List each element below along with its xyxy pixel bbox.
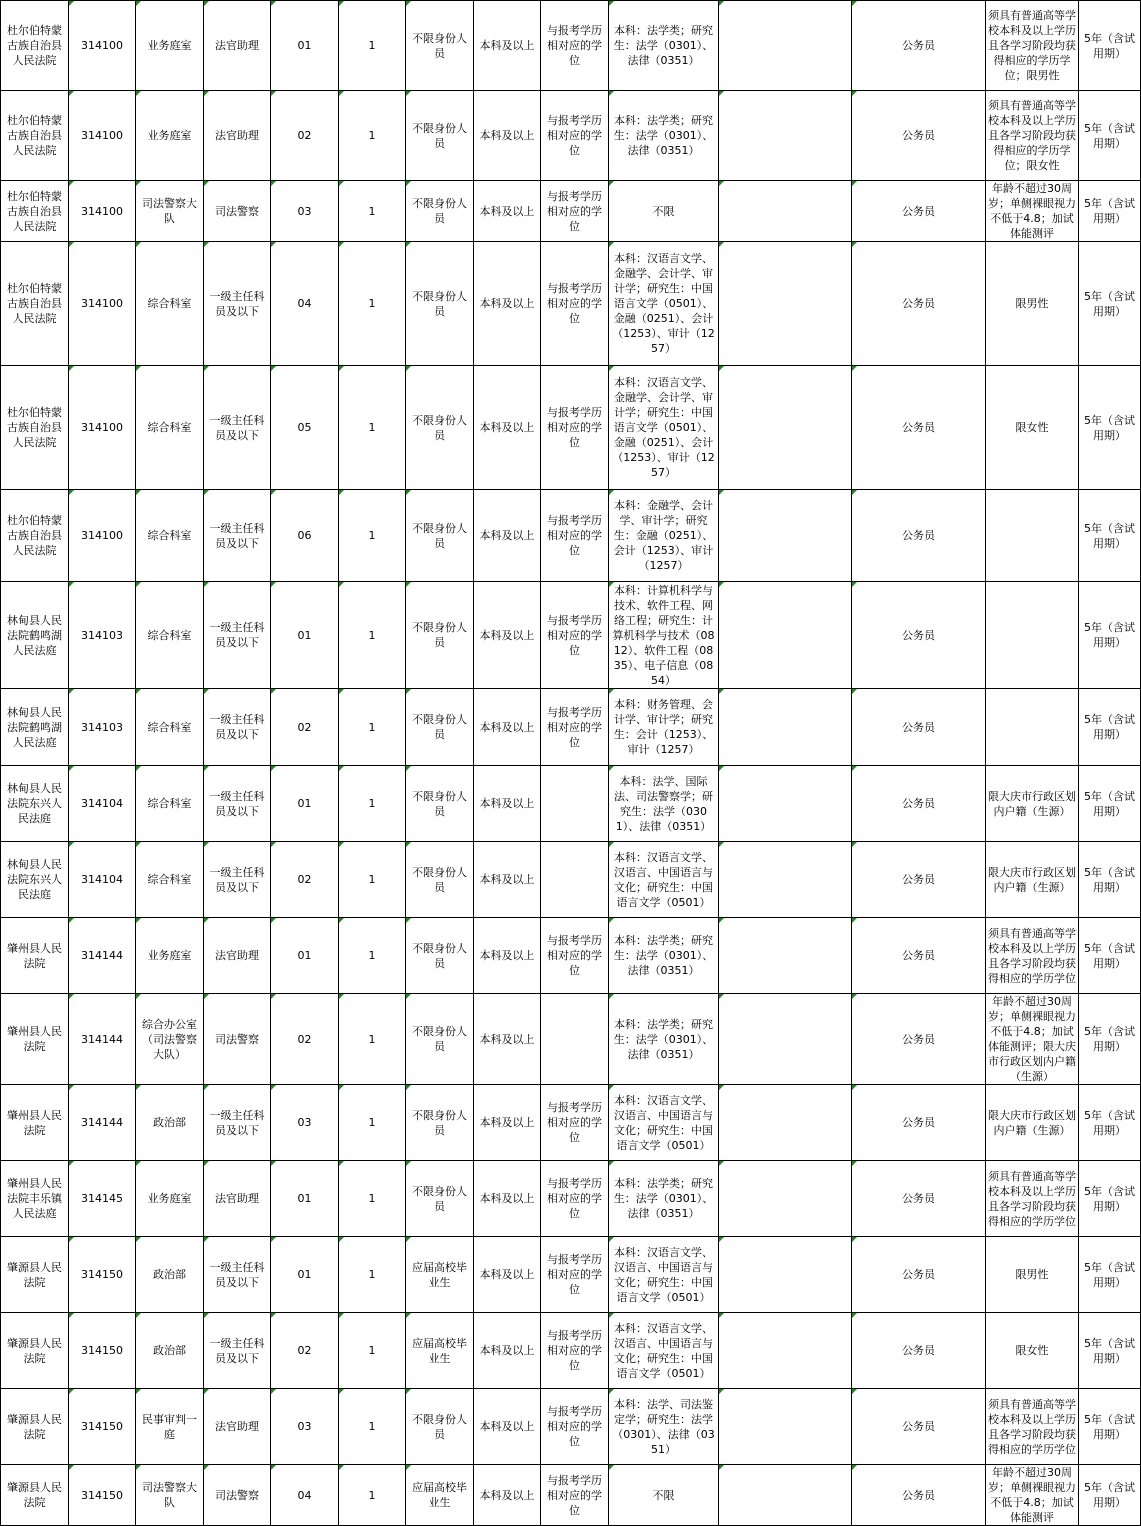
table-row bbox=[1, 91, 1141, 181]
cell-dept: 政治部 bbox=[136, 1313, 204, 1389]
cell-pos-code: 01 bbox=[271, 918, 339, 994]
cell-degree: 与报考学历相对应的学位 bbox=[541, 242, 609, 366]
cell-dept: 综合科室 bbox=[136, 242, 204, 366]
cell-position: 法官助理 bbox=[204, 1389, 271, 1465]
table-row bbox=[1, 1, 1141, 91]
cell-dept: 司法警察大队 bbox=[136, 1465, 204, 1526]
cell-pos-code: 04 bbox=[271, 242, 339, 366]
cell-position: 一级主任科员及以下 bbox=[204, 1085, 271, 1161]
cell-notes: 限男性 bbox=[986, 242, 1079, 366]
cell-count: 1 bbox=[339, 366, 406, 490]
cell-pos-code: 01 bbox=[271, 766, 339, 842]
cell-major: 本科：法学类；研究生：法学（0301）、法律（0351） bbox=[609, 91, 719, 181]
cell-other bbox=[719, 994, 852, 1085]
cell-position: 法官助理 bbox=[204, 91, 271, 181]
cell-position: 一级主任科员及以下 bbox=[204, 766, 271, 842]
cell-notes bbox=[986, 689, 1079, 766]
cell-education: 本科及以上 bbox=[474, 1313, 541, 1389]
cell-code: 314100 bbox=[69, 91, 136, 181]
table-row bbox=[1, 689, 1141, 766]
cell-nature: 公务员 bbox=[852, 242, 986, 366]
cell-other bbox=[719, 366, 852, 490]
cell-unit: 林甸县人民法院东兴人民法庭 bbox=[1, 766, 69, 842]
cell-major: 本科：汉语言文学、汉语言、中国语言与文化；研究生：中国语言文学（0501） bbox=[609, 1085, 719, 1161]
cell-dept: 司法警察大队 bbox=[136, 181, 204, 242]
cell-count: 1 bbox=[339, 1161, 406, 1237]
cell-dept: 综合科室 bbox=[136, 766, 204, 842]
cell-notes: 须具有普通高等学校本科及以上学历且各学习阶段均获得相应的学历学位；限男性 bbox=[986, 1, 1079, 91]
cell-major: 本科：法学类；研究生：法学（0301）、法律（0351） bbox=[609, 918, 719, 994]
cell-identity: 应届高校毕业生 bbox=[406, 1313, 474, 1389]
cell-count: 1 bbox=[339, 689, 406, 766]
cell-education: 本科及以上 bbox=[474, 242, 541, 366]
cell-other bbox=[719, 689, 852, 766]
cell-education: 本科及以上 bbox=[474, 91, 541, 181]
cell-position: 法官助理 bbox=[204, 1161, 271, 1237]
cell-degree: 与报考学历相对应的学位 bbox=[541, 689, 609, 766]
cell-dept: 业务庭室 bbox=[136, 1161, 204, 1237]
cell-identity: 不限身份人员 bbox=[406, 842, 474, 918]
table-row bbox=[1, 766, 1141, 842]
cell-other bbox=[719, 1085, 852, 1161]
cell-unit: 肇州县人民法院丰乐镇人民法庭 bbox=[1, 1161, 69, 1237]
cell-unit: 肇州县人民法院 bbox=[1, 918, 69, 994]
cell-nature: 公务员 bbox=[852, 918, 986, 994]
cell-code: 314100 bbox=[69, 366, 136, 490]
cell-nature: 公务员 bbox=[852, 1237, 986, 1313]
cell-education: 本科及以上 bbox=[474, 766, 541, 842]
cell-dept: 综合科室 bbox=[136, 582, 204, 689]
cell-notes: 限大庆市行政区划内户籍（生源） bbox=[986, 1085, 1079, 1161]
cell-major: 本科：计算机科学与技术、软件工程、网络工程；研究生：计算机科学与技术（0812）、软件工程（0835）、电子信息（0854） bbox=[609, 582, 719, 689]
cell-position: 一级主任科员及以下 bbox=[204, 366, 271, 490]
cell-identity: 应届高校毕业生 bbox=[406, 1237, 474, 1313]
cell-other bbox=[719, 1, 852, 91]
table-row bbox=[1, 242, 1141, 366]
cell-identity: 不限身份人员 bbox=[406, 1085, 474, 1161]
table-row bbox=[1, 490, 1141, 582]
cell-major: 本科：法学、司法鉴定学；研究生：法学（0301）、法律（0351） bbox=[609, 1389, 719, 1465]
cell-notes bbox=[986, 582, 1079, 689]
cell-dept: 综合办公室（司法警察大队） bbox=[136, 994, 204, 1085]
cell-other bbox=[719, 1161, 852, 1237]
cell-other bbox=[719, 582, 852, 689]
cell-education: 本科及以上 bbox=[474, 1465, 541, 1526]
cell-education: 本科及以上 bbox=[474, 1389, 541, 1465]
cell-degree: 与报考学历相对应的学位 bbox=[541, 1389, 609, 1465]
cell-major: 本科：法学类；研究生：法学（0301）、法律（0351） bbox=[609, 1161, 719, 1237]
cell-dept: 民事审判一庭 bbox=[136, 1389, 204, 1465]
cell-unit: 杜尔伯特蒙古族自治县人民法院 bbox=[1, 366, 69, 490]
cell-code: 314150 bbox=[69, 1465, 136, 1526]
cell-pos-code: 02 bbox=[271, 842, 339, 918]
cell-identity: 不限身份人员 bbox=[406, 918, 474, 994]
cell-other bbox=[719, 918, 852, 994]
cell-count: 1 bbox=[339, 1465, 406, 1526]
table-row bbox=[1, 918, 1141, 994]
cell-unit: 杜尔伯特蒙古族自治县人民法院 bbox=[1, 242, 69, 366]
cell-pos-code: 03 bbox=[271, 181, 339, 242]
cell-pos-code: 04 bbox=[271, 1465, 339, 1526]
table-row bbox=[1, 1465, 1141, 1526]
cell-service: 5年（含试用期） bbox=[1079, 918, 1141, 994]
cell-degree: 与报考学历相对应的学位 bbox=[541, 1313, 609, 1389]
cell-other bbox=[719, 1389, 852, 1465]
cell-position: 一级主任科员及以下 bbox=[204, 842, 271, 918]
table-row bbox=[1, 842, 1141, 918]
cell-service: 5年（含试用期） bbox=[1079, 181, 1141, 242]
cell-identity: 不限身份人员 bbox=[406, 1161, 474, 1237]
cell-education: 本科及以上 bbox=[474, 1161, 541, 1237]
cell-degree: 与报考学历相对应的学位 bbox=[541, 1, 609, 91]
table-row bbox=[1, 1085, 1141, 1161]
cell-count: 1 bbox=[339, 1313, 406, 1389]
cell-degree: 与报考学历相对应的学位 bbox=[541, 1237, 609, 1313]
cell-service: 5年（含试用期） bbox=[1079, 1313, 1141, 1389]
cell-position: 一级主任科员及以下 bbox=[204, 582, 271, 689]
cell-nature: 公务员 bbox=[852, 91, 986, 181]
cell-notes: 限大庆市行政区划内户籍（生源） bbox=[986, 842, 1079, 918]
cell-service: 5年（含试用期） bbox=[1079, 490, 1141, 582]
cell-position: 一级主任科员及以下 bbox=[204, 242, 271, 366]
cell-count: 1 bbox=[339, 181, 406, 242]
cell-major: 本科：法学类；研究生：法学（0301）、法律（0351） bbox=[609, 1, 719, 91]
cell-dept: 政治部 bbox=[136, 1237, 204, 1313]
cell-education: 本科及以上 bbox=[474, 1, 541, 91]
cell-nature: 公务员 bbox=[852, 842, 986, 918]
cell-service: 5年（含试用期） bbox=[1079, 1465, 1141, 1526]
table-row bbox=[1, 1313, 1141, 1389]
cell-identity: 不限身份人员 bbox=[406, 490, 474, 582]
cell-service: 5年（含试用期） bbox=[1079, 366, 1141, 490]
cell-service: 5年（含试用期） bbox=[1079, 582, 1141, 689]
cell-service: 5年（含试用期） bbox=[1079, 766, 1141, 842]
table-row bbox=[1, 1237, 1141, 1313]
cell-nature: 公务员 bbox=[852, 366, 986, 490]
cell-notes: 年龄不超过30周岁；单侧裸眼视力不低于4.8；加试体能测评；限大庆市行政区划内户籍（生源） bbox=[986, 994, 1079, 1085]
cell-major: 本科：汉语言文学、汉语言、中国语言与文化；研究生：中国语言文学（0501） bbox=[609, 1237, 719, 1313]
cell-service: 5年（含试用期） bbox=[1079, 1161, 1141, 1237]
cell-other bbox=[719, 1237, 852, 1313]
cell-nature: 公务员 bbox=[852, 181, 986, 242]
cell-count: 1 bbox=[339, 1085, 406, 1161]
cell-notes: 须具有普通高等学校本科及以上学历且各学习阶段均获得相应的学历学位；限女性 bbox=[986, 91, 1079, 181]
cell-position: 法官助理 bbox=[204, 1, 271, 91]
cell-pos-code: 01 bbox=[271, 1161, 339, 1237]
cell-degree: 与报考学历相对应的学位 bbox=[541, 181, 609, 242]
cell-degree: 与报考学历相对应的学位 bbox=[541, 490, 609, 582]
cell-major: 本科：法学、国际法、司法警察学；研究生：法学（0301）、法律（0351） bbox=[609, 766, 719, 842]
cell-pos-code: 02 bbox=[271, 689, 339, 766]
table-row bbox=[1, 582, 1141, 689]
cell-unit: 杜尔伯特蒙古族自治县人民法院 bbox=[1, 91, 69, 181]
cell-education: 本科及以上 bbox=[474, 842, 541, 918]
cell-dept: 业务庭室 bbox=[136, 91, 204, 181]
cell-code: 314100 bbox=[69, 181, 136, 242]
cell-code: 314150 bbox=[69, 1237, 136, 1313]
cell-nature: 公务员 bbox=[852, 1465, 986, 1526]
cell-other bbox=[719, 242, 852, 366]
cell-pos-code: 03 bbox=[271, 1085, 339, 1161]
cell-other bbox=[719, 1313, 852, 1389]
cell-degree: 与报考学历相对应的学位 bbox=[541, 91, 609, 181]
cell-unit: 肇源县人民法院 bbox=[1, 1237, 69, 1313]
cell-count: 1 bbox=[339, 918, 406, 994]
cell-pos-code: 06 bbox=[271, 490, 339, 582]
cell-other bbox=[719, 842, 852, 918]
cell-dept: 综合科室 bbox=[136, 842, 204, 918]
cell-degree: 与报考学历相对应的学位 bbox=[541, 918, 609, 994]
cell-major: 本科：法学类；研究生：法学（0301）、法律（0351） bbox=[609, 994, 719, 1085]
cell-notes: 限大庆市行政区划内户籍（生源） bbox=[986, 766, 1079, 842]
cell-pos-code: 02 bbox=[271, 994, 339, 1085]
table-row bbox=[1, 1389, 1141, 1465]
cell-major: 不限 bbox=[609, 181, 719, 242]
cell-other bbox=[719, 181, 852, 242]
cell-count: 1 bbox=[339, 582, 406, 689]
cell-other bbox=[719, 1465, 852, 1526]
cell-service: 5年（含试用期） bbox=[1079, 91, 1141, 181]
cell-major: 本科：汉语言文学、汉语言、中国语言与文化；研究生：中国语言文学（0501） bbox=[609, 842, 719, 918]
cell-position: 司法警察 bbox=[204, 181, 271, 242]
cell-degree: 与报考学历相对应的学位 bbox=[541, 1085, 609, 1161]
cell-major: 本科：汉语言文学、汉语言、中国语言与文化；研究生：中国语言文学（0501） bbox=[609, 1313, 719, 1389]
cell-dept: 业务庭室 bbox=[136, 918, 204, 994]
cell-degree bbox=[541, 766, 609, 842]
cell-other bbox=[719, 766, 852, 842]
cell-pos-code: 01 bbox=[271, 1, 339, 91]
cell-other bbox=[719, 91, 852, 181]
cell-notes: 限女性 bbox=[986, 366, 1079, 490]
cell-dept: 政治部 bbox=[136, 1085, 204, 1161]
cell-position: 司法警察 bbox=[204, 1465, 271, 1526]
cell-code: 314100 bbox=[69, 242, 136, 366]
cell-position: 一级主任科员及以下 bbox=[204, 689, 271, 766]
cell-pos-code: 05 bbox=[271, 366, 339, 490]
cell-count: 1 bbox=[339, 766, 406, 842]
cell-identity: 不限身份人员 bbox=[406, 994, 474, 1085]
cell-education: 本科及以上 bbox=[474, 366, 541, 490]
cell-education: 本科及以上 bbox=[474, 490, 541, 582]
cell-code: 314144 bbox=[69, 994, 136, 1085]
cell-identity: 不限身份人员 bbox=[406, 1, 474, 91]
cell-identity: 不限身份人员 bbox=[406, 91, 474, 181]
cell-degree bbox=[541, 994, 609, 1085]
cell-pos-code: 03 bbox=[271, 1389, 339, 1465]
cell-position: 一级主任科员及以下 bbox=[204, 1237, 271, 1313]
cell-notes: 年龄不超过30周岁；单侧裸眼视力不低于4.8；加试体能测评 bbox=[986, 181, 1079, 242]
cell-position: 一级主任科员及以下 bbox=[204, 490, 271, 582]
cell-education: 本科及以上 bbox=[474, 582, 541, 689]
cell-identity: 不限身份人员 bbox=[406, 582, 474, 689]
cell-education: 本科及以上 bbox=[474, 918, 541, 994]
table-row bbox=[1, 366, 1141, 490]
cell-code: 314144 bbox=[69, 918, 136, 994]
cell-nature: 公务员 bbox=[852, 1313, 986, 1389]
cell-count: 1 bbox=[339, 842, 406, 918]
cell-code: 314145 bbox=[69, 1161, 136, 1237]
cell-unit: 杜尔伯特蒙古族自治县人民法院 bbox=[1, 181, 69, 242]
cell-code: 314104 bbox=[69, 842, 136, 918]
cell-degree: 与报考学历相对应的学位 bbox=[541, 1161, 609, 1237]
cell-unit: 肇源县人民法院 bbox=[1, 1313, 69, 1389]
cell-nature: 公务员 bbox=[852, 689, 986, 766]
cell-nature: 公务员 bbox=[852, 766, 986, 842]
cell-count: 1 bbox=[339, 1389, 406, 1465]
cell-nature: 公务员 bbox=[852, 490, 986, 582]
cell-major: 本科：汉语言文学、金融学、会计学、审计学；研究生：中国语言文学（0501）、金融（0251）、会计（1253）、审计（1257） bbox=[609, 366, 719, 490]
cell-education: 本科及以上 bbox=[474, 689, 541, 766]
cell-pos-code: 02 bbox=[271, 1313, 339, 1389]
cell-unit: 林甸县人民法院鹤鸣湖人民法庭 bbox=[1, 689, 69, 766]
cell-degree: 与报考学历相对应的学位 bbox=[541, 366, 609, 490]
cell-major: 不限 bbox=[609, 1465, 719, 1526]
cell-identity: 不限身份人员 bbox=[406, 1389, 474, 1465]
cell-dept: 综合科室 bbox=[136, 490, 204, 582]
cell-count: 1 bbox=[339, 1, 406, 91]
cell-count: 1 bbox=[339, 490, 406, 582]
cell-major: 本科：汉语言文学、金融学、会计学、审计学；研究生：中国语言文学（0501）、金融（0251）、会计（1253）、审计（1257） bbox=[609, 242, 719, 366]
cell-service: 5年（含试用期） bbox=[1079, 1389, 1141, 1465]
cell-pos-code: 02 bbox=[271, 91, 339, 181]
cell-position: 司法警察 bbox=[204, 994, 271, 1085]
cell-nature: 公务员 bbox=[852, 1085, 986, 1161]
cell-dept: 综合科室 bbox=[136, 366, 204, 490]
cell-service: 5年（含试用期） bbox=[1079, 689, 1141, 766]
cell-pos-code: 01 bbox=[271, 582, 339, 689]
cell-unit: 肇州县人民法院 bbox=[1, 1085, 69, 1161]
cell-identity: 不限身份人员 bbox=[406, 181, 474, 242]
cell-nature: 公务员 bbox=[852, 1, 986, 91]
table-row bbox=[1, 994, 1141, 1085]
cell-identity: 不限身份人员 bbox=[406, 689, 474, 766]
cell-notes: 年龄不超过30周岁；单侧裸眼视力不低于4.8；加试体能测评 bbox=[986, 1465, 1079, 1526]
cell-identity: 不限身份人员 bbox=[406, 366, 474, 490]
cell-identity: 不限身份人员 bbox=[406, 242, 474, 366]
cell-unit: 杜尔伯特蒙古族自治县人民法院 bbox=[1, 1, 69, 91]
cell-count: 1 bbox=[339, 242, 406, 366]
cell-degree: 与报考学历相对应的学位 bbox=[541, 1465, 609, 1526]
cell-notes: 须具有普通高等学校本科及以上学历且各学习阶段均获得相应的学历学位 bbox=[986, 918, 1079, 994]
cell-identity: 应届高校毕业生 bbox=[406, 1465, 474, 1526]
cell-notes: 须具有普通高等学校本科及以上学历且各学习阶段均获得相应的学历学位 bbox=[986, 1389, 1079, 1465]
cell-position: 一级主任科员及以下 bbox=[204, 1313, 271, 1389]
cell-nature: 公务员 bbox=[852, 1161, 986, 1237]
table-body bbox=[1, 1, 1141, 1526]
cell-code: 314144 bbox=[69, 1085, 136, 1161]
cell-other bbox=[719, 490, 852, 582]
cell-degree: 与报考学历相对应的学位 bbox=[541, 582, 609, 689]
cell-count: 1 bbox=[339, 91, 406, 181]
cell-nature: 公务员 bbox=[852, 582, 986, 689]
cell-code: 314150 bbox=[69, 1313, 136, 1389]
cell-count: 1 bbox=[339, 1237, 406, 1313]
cell-notes: 须具有普通高等学校本科及以上学历且各学习阶段均获得相应的学历学位 bbox=[986, 1161, 1079, 1237]
cell-code: 314103 bbox=[69, 689, 136, 766]
cell-dept: 业务庭室 bbox=[136, 1, 204, 91]
cell-code: 314104 bbox=[69, 766, 136, 842]
cell-unit: 林甸县人民法院鹤鸣湖人民法庭 bbox=[1, 582, 69, 689]
table-row bbox=[1, 181, 1141, 242]
cell-service: 5年（含试用期） bbox=[1079, 994, 1141, 1085]
cell-nature: 公务员 bbox=[852, 1389, 986, 1465]
cell-code: 314100 bbox=[69, 490, 136, 582]
cell-code: 314150 bbox=[69, 1389, 136, 1465]
cell-unit: 肇州县人民法院 bbox=[1, 994, 69, 1085]
cell-service: 5年（含试用期） bbox=[1079, 842, 1141, 918]
cell-education: 本科及以上 bbox=[474, 181, 541, 242]
cell-service: 5年（含试用期） bbox=[1079, 242, 1141, 366]
cell-degree bbox=[541, 842, 609, 918]
cell-code: 314103 bbox=[69, 582, 136, 689]
cell-major: 本科：金融学、会计学、审计学；研究生：金融（0251）、会计（1253）、审计（1257） bbox=[609, 490, 719, 582]
cell-identity: 不限身份人员 bbox=[406, 766, 474, 842]
cell-code: 314100 bbox=[69, 1, 136, 91]
cell-count: 1 bbox=[339, 994, 406, 1085]
cell-major: 本科：财务管理、会计学、审计学；研究生：会计（1253）、审计（1257） bbox=[609, 689, 719, 766]
cell-service: 5年（含试用期） bbox=[1079, 1, 1141, 91]
cell-notes: 限女性 bbox=[986, 1313, 1079, 1389]
cell-education: 本科及以上 bbox=[474, 994, 541, 1085]
cell-nature: 公务员 bbox=[852, 994, 986, 1085]
cell-pos-code: 01 bbox=[271, 1237, 339, 1313]
cell-notes: 限男性 bbox=[986, 1237, 1079, 1313]
cell-unit: 林甸县人民法院东兴人民法庭 bbox=[1, 842, 69, 918]
table-row bbox=[1, 1161, 1141, 1237]
cell-unit: 杜尔伯特蒙古族自治县人民法院 bbox=[1, 490, 69, 582]
cell-position: 法官助理 bbox=[204, 918, 271, 994]
cell-unit: 肇源县人民法院 bbox=[1, 1465, 69, 1526]
cell-education: 本科及以上 bbox=[474, 1085, 541, 1161]
cell-unit: 肇源县人民法院 bbox=[1, 1389, 69, 1465]
cell-service: 5年（含试用期） bbox=[1079, 1085, 1141, 1161]
cell-dept: 综合科室 bbox=[136, 689, 204, 766]
cell-service: 5年（含试用期） bbox=[1079, 1237, 1141, 1313]
cell-education: 本科及以上 bbox=[474, 1237, 541, 1313]
cell-notes bbox=[986, 490, 1079, 582]
